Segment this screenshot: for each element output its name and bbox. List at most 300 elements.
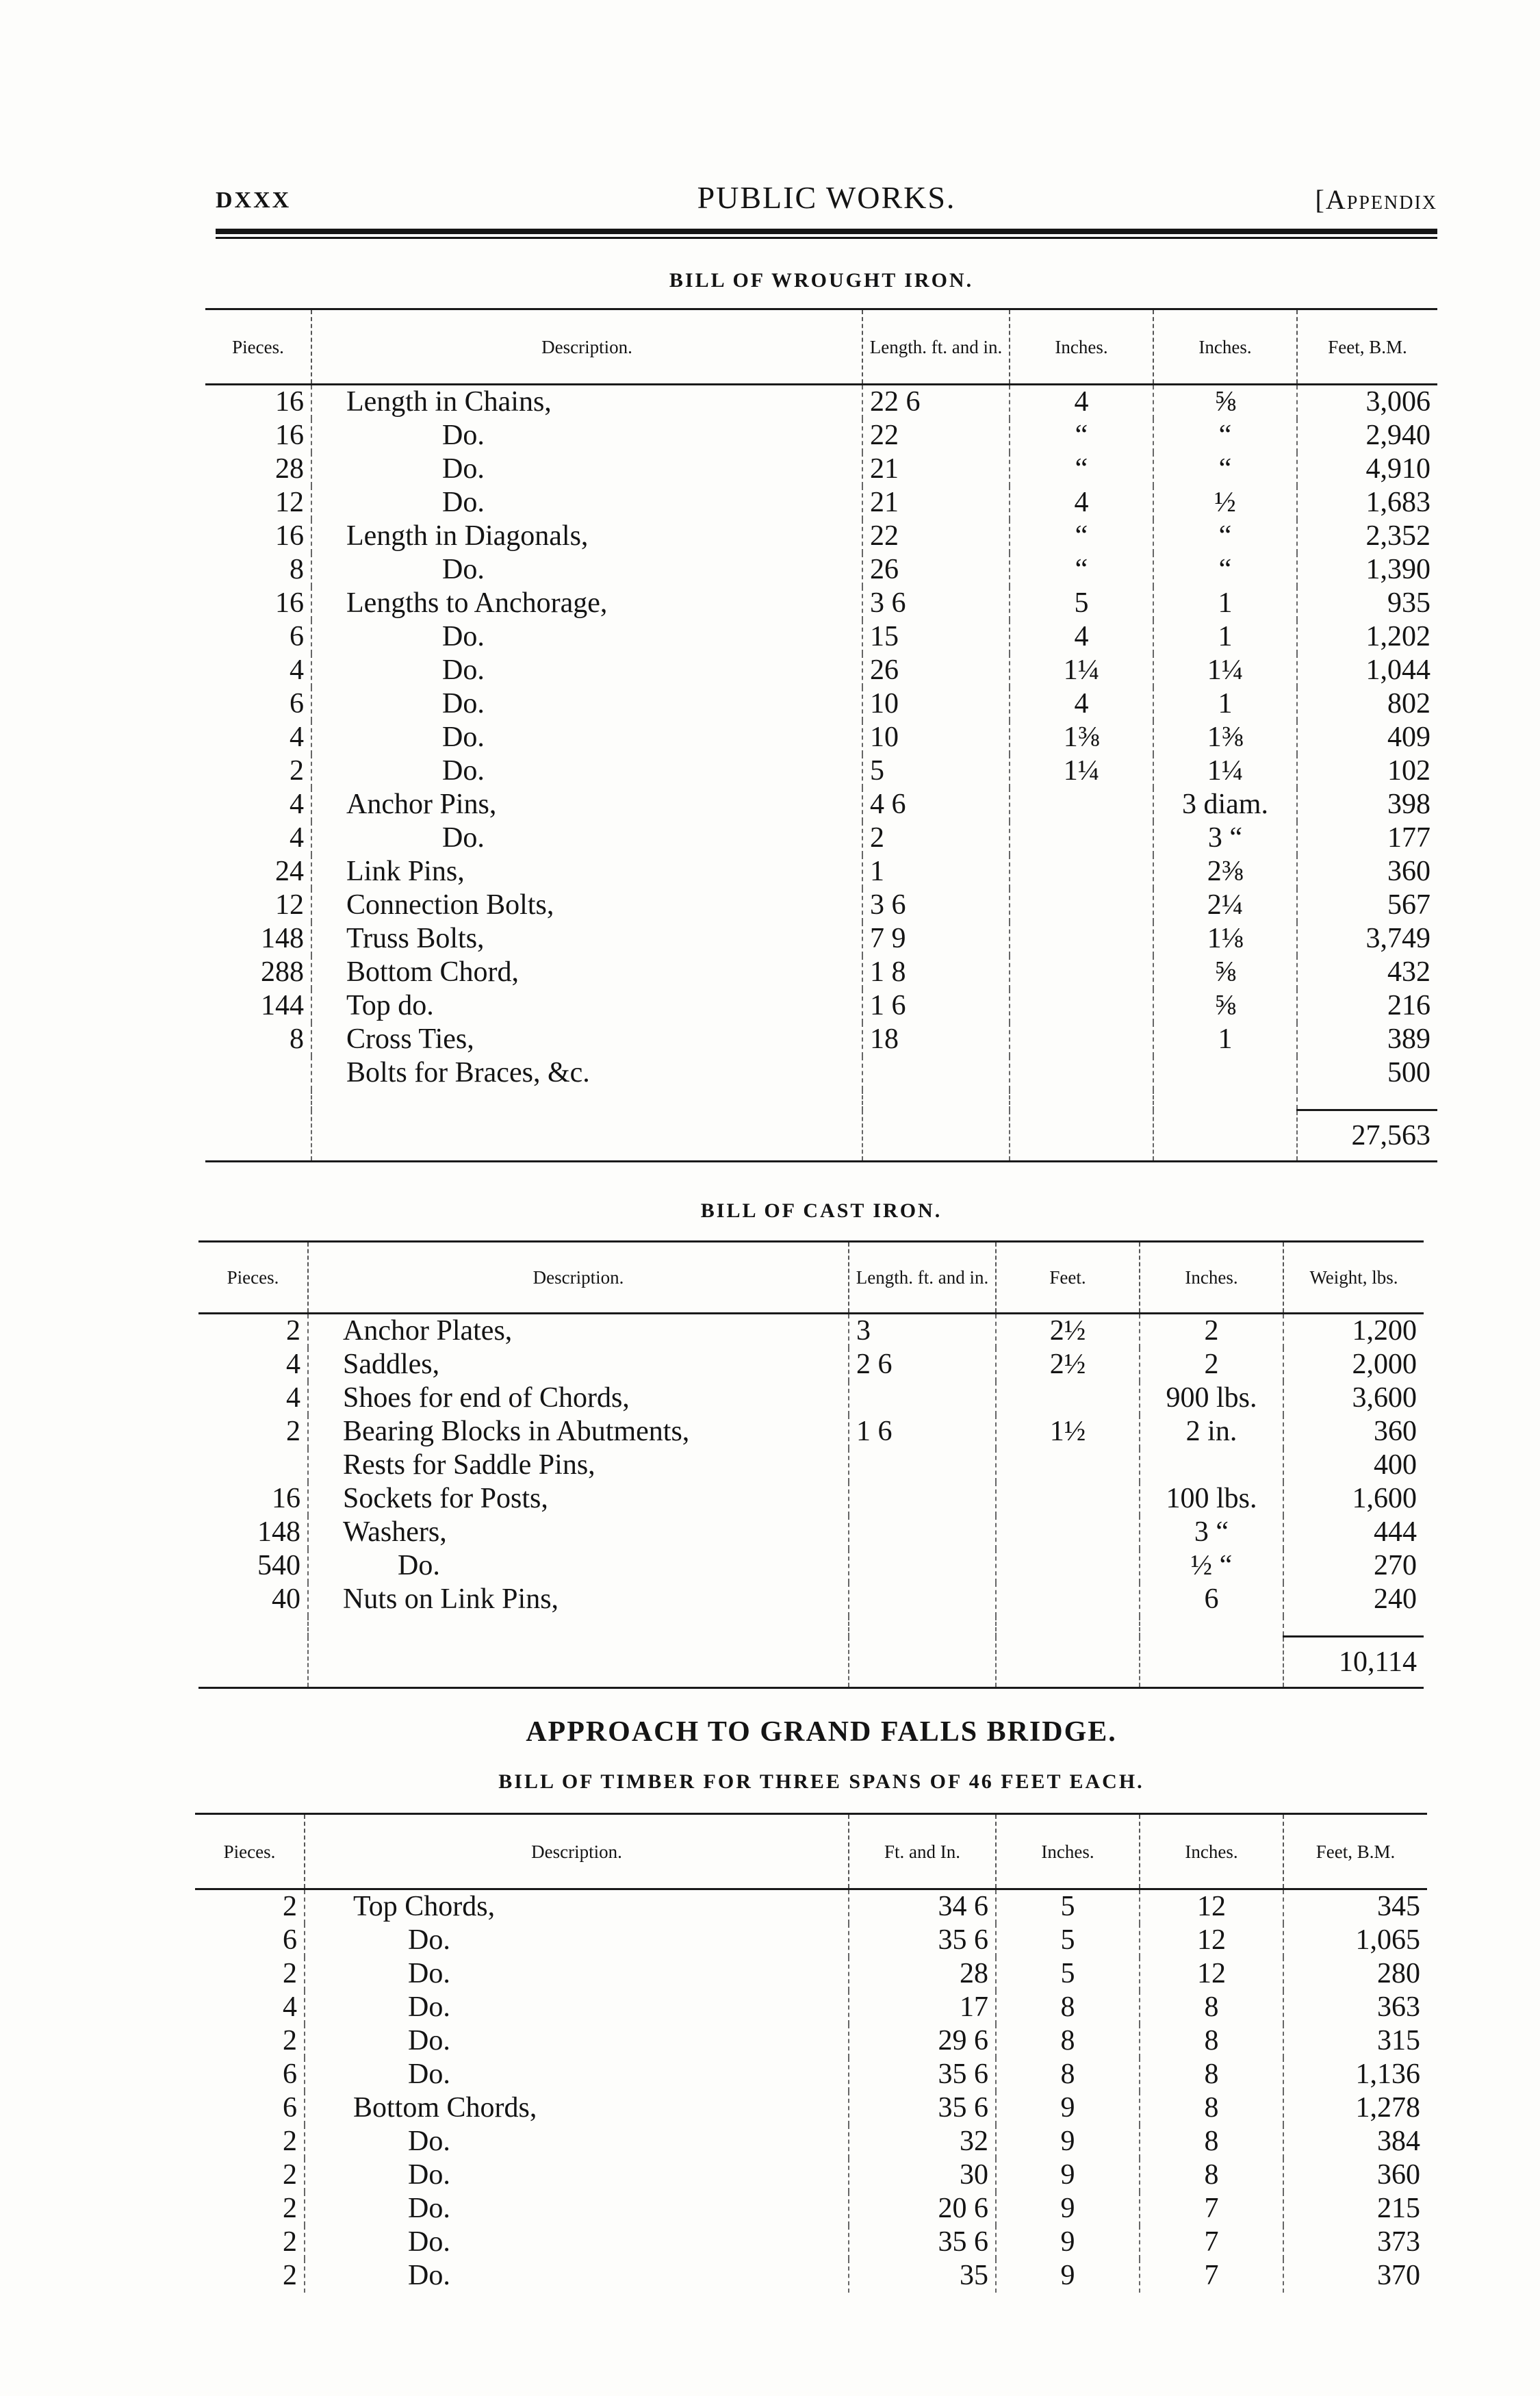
- description-cell: Do.: [311, 419, 862, 453]
- description-cell: Anchor Pins,: [311, 788, 862, 821]
- header-weight: Weight, lbs.: [1283, 1242, 1424, 1314]
- description-cell: Bottom Chord,: [311, 956, 862, 989]
- length-cell: [849, 1516, 996, 1549]
- description-cell: Connection Bolts,: [311, 889, 862, 922]
- table-row: [205, 989, 1437, 1023]
- amount-cell: 215: [1283, 2192, 1427, 2226]
- inches-cell-2: “: [1153, 419, 1297, 453]
- table-row: [198, 1381, 1424, 1415]
- spacer-row: [198, 1616, 1424, 1637]
- amount-cell: 216: [1297, 989, 1437, 1023]
- table-row: [205, 754, 1437, 788]
- amount-cell: 1,683: [1297, 486, 1437, 520]
- inches-cell: 5: [996, 1889, 1140, 1924]
- amount-cell: 3,749: [1297, 922, 1437, 956]
- table-row: [195, 2058, 1427, 2091]
- inches-cell: 2½: [996, 1314, 1140, 1349]
- pieces-cell: 6: [290, 621, 304, 652]
- inches-cell: [1010, 1056, 1153, 1090]
- pieces-cell: 6: [283, 1924, 297, 1956]
- inches-cell: 8: [996, 1991, 1140, 2024]
- table-row: [205, 620, 1437, 654]
- total-row: [198, 1637, 1424, 1688]
- length-cell: 21: [862, 486, 1010, 520]
- length-cell: 35 6: [849, 2058, 996, 2091]
- inches-cell: [996, 1583, 1140, 1616]
- table-row: [205, 687, 1437, 721]
- pieces-cell: 144: [261, 990, 304, 1021]
- inches-cell-2: 8: [1140, 2091, 1283, 2125]
- inches-cell-2: 1⅜: [1153, 721, 1297, 754]
- pieces-cell: 24: [275, 856, 304, 887]
- length-cell: 32: [849, 2125, 996, 2158]
- pieces-cell: 148: [261, 923, 304, 954]
- inches-cell: 9: [996, 2259, 1140, 2293]
- amount-cell: 102: [1297, 754, 1437, 788]
- length-cell: 15: [862, 620, 1010, 654]
- description-cell: Length in Chains,: [311, 385, 862, 420]
- length-cell: 35: [849, 2259, 996, 2293]
- amount-cell: 1,600: [1283, 1482, 1424, 1516]
- description-cell: Do.: [311, 754, 862, 788]
- inches-cell-2: 8: [1140, 2024, 1283, 2058]
- description-cell: Do.: [311, 721, 862, 754]
- description-cell: Do.: [305, 2125, 849, 2158]
- amount-cell: 1,202: [1297, 620, 1437, 654]
- length-cell: 2: [862, 821, 1010, 855]
- table-row: [205, 654, 1437, 687]
- pieces-cell: 4: [286, 1382, 300, 1414]
- table-row: [195, 2226, 1427, 2259]
- length-cell: [849, 1482, 996, 1516]
- header-inches: Inches.: [1010, 309, 1153, 385]
- length-cell: 1 8: [862, 956, 1010, 989]
- header-ft-and-in: Ft. and In.: [849, 1814, 996, 1889]
- length-cell: 35 6: [849, 1924, 996, 1957]
- length-cell: 20 6: [849, 2192, 996, 2226]
- inches-cell-2: 2¼: [1153, 889, 1297, 922]
- inches-cell-2: [1153, 1056, 1297, 1090]
- inches-cell-2: 2 in.: [1140, 1415, 1283, 1449]
- inches-cell-2: 2: [1140, 1348, 1283, 1381]
- length-cell: 22 6: [862, 385, 1010, 420]
- pieces-cell: 4: [283, 1991, 297, 2023]
- header-inches: Inches.: [1140, 1242, 1283, 1314]
- header-pieces: Pieces.: [195, 1814, 305, 1889]
- table-row: [205, 453, 1437, 486]
- inches-cell: 4: [1010, 687, 1153, 721]
- pieces-cell: 2: [283, 2260, 297, 2291]
- description-cell: Bottom Chords,: [305, 2091, 849, 2125]
- table-row: [205, 587, 1437, 620]
- pieces-cell: 28: [275, 453, 304, 485]
- header-feet: Feet.: [996, 1242, 1140, 1314]
- description-cell: Lengths to Anchorage,: [311, 587, 862, 620]
- pieces-cell: 8: [290, 1023, 304, 1055]
- description-cell: Rests for Saddle Pins,: [308, 1449, 849, 1482]
- pieces-cell: 2: [283, 2159, 297, 2191]
- inches-cell-2: 7: [1140, 2226, 1283, 2259]
- table-row: [205, 553, 1437, 587]
- amount-cell: 935: [1297, 587, 1437, 620]
- description-cell: Length in Diagonals,: [311, 520, 862, 553]
- length-cell: 21: [862, 453, 1010, 486]
- amount-cell: 373: [1283, 2226, 1427, 2259]
- table-row: [205, 419, 1437, 453]
- header-inches-2: Inches.: [1153, 309, 1297, 385]
- table-row: [195, 2259, 1427, 2293]
- length-cell: 4 6: [862, 788, 1010, 821]
- inches-cell-2: 900 lbs.: [1140, 1381, 1283, 1415]
- total-empty-cell: [1010, 1110, 1153, 1162]
- inches-cell: 9: [996, 2158, 1140, 2192]
- description-cell: Top do.: [311, 989, 862, 1023]
- amount-cell: 1,044: [1297, 654, 1437, 687]
- length-cell: 34 6: [849, 1889, 996, 1924]
- inches-cell: 9: [996, 2091, 1140, 2125]
- table-row: [195, 2091, 1427, 2125]
- amount-cell: 270: [1283, 1549, 1424, 1583]
- inches-cell-2: 1¼: [1153, 654, 1297, 687]
- amount-cell: 1,278: [1283, 2091, 1427, 2125]
- inches-cell: [996, 1549, 1140, 1583]
- amount-cell: 315: [1283, 2024, 1427, 2058]
- inches-cell: [996, 1516, 1140, 1549]
- description-cell: Do.: [305, 2024, 849, 2058]
- amount-cell: 370: [1283, 2259, 1427, 2293]
- description-cell: Do.: [308, 1549, 849, 1583]
- table-row: [195, 1924, 1427, 1957]
- inches-cell-2: 8: [1140, 1991, 1283, 2024]
- pieces-cell: 12: [275, 487, 304, 518]
- inches-cell: 4: [1010, 385, 1153, 420]
- spacer-cell: [849, 1616, 996, 1637]
- total-empty-cell: [308, 1637, 849, 1688]
- length-cell: 29 6: [849, 2024, 996, 2058]
- inches-cell-2: ½ “: [1140, 1549, 1283, 1583]
- description-cell: Cross Ties,: [311, 1023, 862, 1056]
- table-row: [198, 1314, 1424, 1349]
- spacer-cell: [1283, 1616, 1424, 1637]
- description-cell: Do.: [305, 2192, 849, 2226]
- description-cell: Do.: [311, 654, 862, 687]
- description-cell: Bolts for Braces, &c.: [311, 1056, 862, 1090]
- pieces-cell: 16: [275, 520, 304, 552]
- pieces-cell: 40: [272, 1583, 300, 1615]
- spacer-cell: [1153, 1090, 1297, 1110]
- table-row: [205, 922, 1437, 956]
- amount-cell: 500: [1297, 1056, 1437, 1090]
- spacer-cell: [311, 1090, 862, 1110]
- inches-cell-2: 6: [1140, 1583, 1283, 1616]
- length-cell: 10: [862, 687, 1010, 721]
- total-empty-cell: [1140, 1637, 1283, 1688]
- inches-cell-2: 100 lbs.: [1140, 1482, 1283, 1516]
- inches-cell: [1010, 788, 1153, 821]
- table-row: [198, 1516, 1424, 1549]
- inches-cell: 1½: [996, 1415, 1140, 1449]
- inches-cell: “: [1010, 553, 1153, 587]
- description-cell: Top Chords,: [305, 1889, 849, 1924]
- pieces-cell: 2: [283, 1958, 297, 1989]
- total-empty-cell: [996, 1637, 1140, 1688]
- cast-iron-table: [198, 1240, 1424, 1689]
- table-row: [198, 1549, 1424, 1583]
- amount-cell: 360: [1297, 855, 1437, 889]
- total-empty-cell: [311, 1110, 862, 1162]
- length-cell: 35 6: [849, 2091, 996, 2125]
- length-cell: 2 6: [849, 1348, 996, 1381]
- amount-cell: 1,200: [1283, 1314, 1424, 1349]
- inches-cell: “: [1010, 520, 1153, 553]
- inches-cell-2: 7: [1140, 2259, 1283, 2293]
- total-value: 27,563: [1297, 1110, 1437, 1162]
- inches-cell: 1⅜: [1010, 721, 1153, 754]
- amount-cell: 360: [1283, 2158, 1427, 2192]
- header-rule-thin: [216, 237, 1437, 239]
- length-cell: 30: [849, 2158, 996, 2192]
- length-cell: 35 6: [849, 2226, 996, 2259]
- length-cell: [849, 1549, 996, 1583]
- inches-cell: [1010, 821, 1153, 855]
- table-row: [205, 788, 1437, 821]
- table-row: [195, 2192, 1427, 2226]
- table-row: [198, 1348, 1424, 1381]
- total-empty-cell: [198, 1637, 308, 1688]
- timber-table: [195, 1813, 1427, 2293]
- table-row: [195, 1889, 1427, 1924]
- inches-cell-2: “: [1153, 520, 1297, 553]
- table-row: [205, 385, 1437, 420]
- inches-cell-2: 8: [1140, 2058, 1283, 2091]
- amount-cell: 280: [1283, 1957, 1427, 1991]
- pieces-cell: 540: [257, 1550, 300, 1581]
- pieces-cell: 6: [283, 2059, 297, 2090]
- pieces-cell: 148: [257, 1516, 300, 1548]
- pieces-cell: 16: [272, 1483, 300, 1514]
- inches-cell: 5: [1010, 587, 1153, 620]
- inches-cell-2: 3 “: [1153, 821, 1297, 855]
- table-row: [195, 1957, 1427, 1991]
- length-cell: 26: [862, 553, 1010, 587]
- inches-cell: 8: [996, 2058, 1140, 2091]
- cast-iron-caption: BILL OF CAST IRON.: [700, 1199, 942, 1222]
- inches-cell: [1010, 989, 1153, 1023]
- amount-cell: 1,065: [1283, 1924, 1427, 1957]
- amount-cell: 2,352: [1297, 520, 1437, 553]
- length-cell: [849, 1449, 996, 1482]
- length-cell: 3 6: [862, 889, 1010, 922]
- table-row: [198, 1449, 1424, 1482]
- header-feet-bm: Feet, B.M.: [1297, 309, 1437, 385]
- header-inches: Inches.: [996, 1814, 1140, 1889]
- length-cell: 28: [849, 1957, 996, 1991]
- length-cell: 3 6: [862, 587, 1010, 620]
- table-row: [195, 1991, 1427, 2024]
- pieces-cell: 6: [283, 2092, 297, 2124]
- inches-cell-2: 8: [1140, 2125, 1283, 2158]
- wrought-iron-table: [205, 308, 1437, 1162]
- pieces-cell: 4: [290, 789, 304, 820]
- inches-cell-2: [1140, 1449, 1283, 1482]
- description-cell: Do.: [311, 821, 862, 855]
- amount-cell: 389: [1297, 1023, 1437, 1056]
- length-cell: 10: [862, 721, 1010, 754]
- pieces-cell: [205, 1056, 311, 1090]
- inches-cell: 9: [996, 2192, 1140, 2226]
- table-row: [205, 1023, 1437, 1056]
- inches-cell: [996, 1381, 1140, 1415]
- length-cell: 22: [862, 520, 1010, 553]
- description-cell: Do.: [305, 2259, 849, 2293]
- length-cell: [849, 1583, 996, 1616]
- pieces-cell: [198, 1449, 308, 1482]
- amount-cell: 567: [1297, 889, 1437, 922]
- description-cell: Do.: [311, 553, 862, 587]
- inches-cell-2: ½: [1153, 486, 1297, 520]
- table-row: [205, 486, 1437, 520]
- table-row: [195, 2158, 1427, 2192]
- table-row: [195, 2125, 1427, 2158]
- inches-cell: “: [1010, 453, 1153, 486]
- pieces-cell: 4: [290, 654, 304, 686]
- table-row: [205, 1056, 1437, 1090]
- total-empty-cell: [1153, 1110, 1297, 1162]
- length-cell: 3: [849, 1314, 996, 1349]
- inches-cell-2: “: [1153, 553, 1297, 587]
- header-description: Description.: [311, 309, 862, 385]
- length-cell: 26: [862, 654, 1010, 687]
- inches-cell-2: ⅝: [1153, 385, 1297, 420]
- description-cell: Truss Bolts,: [311, 922, 862, 956]
- pieces-cell: 2: [286, 1315, 300, 1347]
- length-cell: 1 6: [862, 989, 1010, 1023]
- header-feet-bm: Feet, B.M.: [1283, 1814, 1427, 1889]
- table-row: [205, 821, 1437, 855]
- amount-cell: 802: [1297, 687, 1437, 721]
- inches-cell-2: 12: [1140, 1924, 1283, 1957]
- header-description: Description.: [305, 1814, 849, 1889]
- amount-cell: 2,000: [1283, 1348, 1424, 1381]
- inches-cell-2: 2⅜: [1153, 855, 1297, 889]
- amount-cell: 398: [1297, 788, 1437, 821]
- inches-cell-2: 1⅛: [1153, 922, 1297, 956]
- table-row: [205, 889, 1437, 922]
- approach-subheading: BILL OF TIMBER FOR THREE SPANS OF 46 FEET EACH.: [498, 1770, 1144, 1793]
- length-cell: [862, 1056, 1010, 1090]
- description-cell: Do.: [305, 1957, 849, 1991]
- inches-cell: [996, 1482, 1140, 1516]
- amount-cell: 4,910: [1297, 453, 1437, 486]
- length-cell: 22: [862, 419, 1010, 453]
- description-cell: Do.: [305, 1991, 849, 2024]
- pieces-cell: 2: [283, 2126, 297, 2157]
- description-cell: Do.: [305, 2158, 849, 2192]
- pieces-cell: 2: [283, 2193, 297, 2224]
- description-cell: Do.: [305, 2058, 849, 2091]
- inches-cell-2: 7: [1140, 2192, 1283, 2226]
- description-cell: Nuts on Link Pins,: [308, 1583, 849, 1616]
- inches-cell: 5: [996, 1957, 1140, 1991]
- table-row: [205, 956, 1437, 989]
- description-cell: Link Pins,: [311, 855, 862, 889]
- spacer-cell: [862, 1090, 1010, 1110]
- spacer-cell: [308, 1616, 849, 1637]
- inches-cell-2: 1: [1153, 620, 1297, 654]
- pieces-cell: 12: [275, 889, 304, 921]
- inches-cell: 1¼: [1010, 754, 1153, 788]
- pieces-cell: 2: [283, 2226, 297, 2258]
- inches-cell-2: 1: [1153, 687, 1297, 721]
- length-cell: 7 9: [862, 922, 1010, 956]
- amount-cell: 2,940: [1297, 419, 1437, 453]
- inches-cell-2: 1¼: [1153, 754, 1297, 788]
- amount-cell: 345: [1283, 1889, 1427, 1924]
- length-cell: 1: [862, 855, 1010, 889]
- table-row: [205, 520, 1437, 553]
- header-length: Length. ft. and in.: [862, 309, 1010, 385]
- table-row: [198, 1415, 1424, 1449]
- description-cell: Anchor Plates,: [308, 1314, 849, 1349]
- section-label: [Appendix: [1315, 184, 1437, 215]
- pieces-cell: 4: [290, 722, 304, 753]
- table-row: [198, 1583, 1424, 1616]
- inches-cell-2: 3 “: [1140, 1516, 1283, 1549]
- description-cell: Sockets for Posts,: [308, 1482, 849, 1516]
- spacer-cell: [205, 1090, 311, 1110]
- inches-cell-2: ⅝: [1153, 989, 1297, 1023]
- pieces-cell: 2: [290, 755, 304, 787]
- folio: DXXX: [216, 188, 292, 213]
- inches-cell-2: 3 diam.: [1153, 788, 1297, 821]
- total-row: [205, 1110, 1437, 1162]
- amount-cell: 360: [1283, 1415, 1424, 1449]
- length-cell: 17: [849, 1991, 996, 2024]
- pieces-cell: 8: [290, 554, 304, 585]
- description-cell: Do.: [311, 620, 862, 654]
- inches-cell: 1¼: [1010, 654, 1153, 687]
- length-cell: 5: [862, 754, 1010, 788]
- total-empty-cell: [205, 1110, 311, 1162]
- header-inches-2: Inches.: [1140, 1814, 1283, 1889]
- description-cell: Shoes for end of Chords,: [308, 1381, 849, 1415]
- amount-cell: 177: [1297, 821, 1437, 855]
- total-empty-cell: [862, 1110, 1010, 1162]
- pieces-cell: 16: [275, 420, 304, 451]
- pieces-cell: 2: [286, 1416, 300, 1447]
- amount-cell: 240: [1283, 1583, 1424, 1616]
- amount-cell: 409: [1297, 721, 1437, 754]
- spacer-cell: [1010, 1090, 1153, 1110]
- inches-cell: 5: [996, 1924, 1140, 1957]
- amount-cell: 1,390: [1297, 553, 1437, 587]
- wrought-iron-caption: BILL OF WROUGHT IRON.: [669, 269, 974, 292]
- pieces-cell: 4: [286, 1349, 300, 1380]
- inches-cell: 4: [1010, 620, 1153, 654]
- description-cell: Do.: [311, 687, 862, 721]
- amount-cell: 432: [1297, 956, 1437, 989]
- amount-cell: 363: [1283, 1991, 1427, 2024]
- pieces-cell: 288: [261, 956, 304, 988]
- pieces-cell: 16: [275, 386, 304, 418]
- amount-cell: 3,600: [1283, 1381, 1424, 1415]
- amount-cell: 384: [1283, 2125, 1427, 2158]
- amount-cell: 3,006: [1297, 385, 1437, 420]
- header-pieces: Pieces.: [198, 1242, 308, 1314]
- description-cell: Do.: [305, 2226, 849, 2259]
- table-row: [195, 2024, 1427, 2058]
- total-value: 10,114: [1283, 1637, 1424, 1688]
